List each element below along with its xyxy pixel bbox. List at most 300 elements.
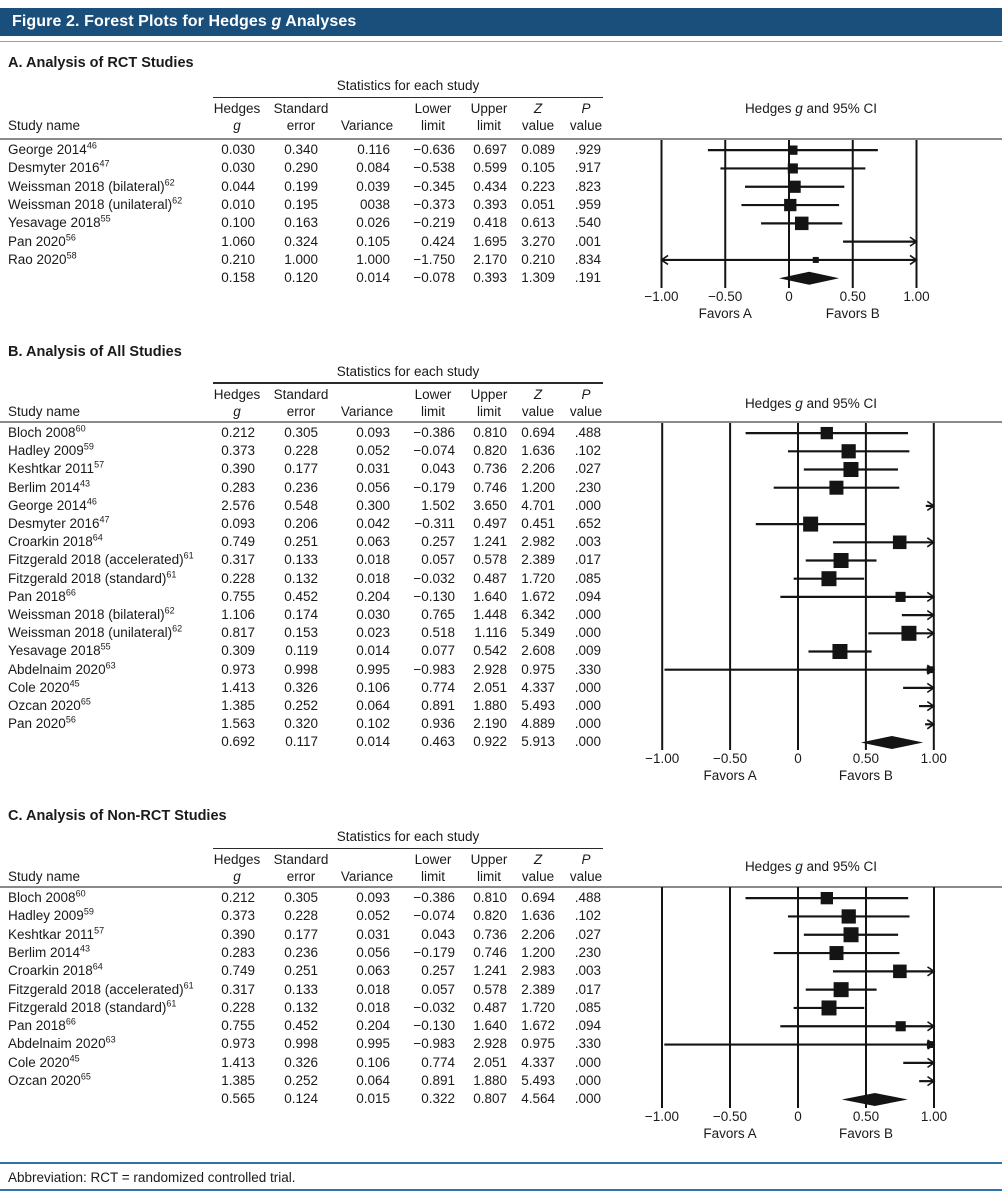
stat-cell: 0.030 — [221, 160, 255, 176]
summary-stat-cell: 0.922 — [473, 734, 507, 750]
study-name: Keshtkar 2011$^{57}$ — [8, 925, 105, 942]
stat-cell: −0.983 — [413, 661, 455, 677]
stat-cell: −0.373 — [413, 196, 455, 212]
panel-c-col-header-line2: value — [521, 869, 555, 884]
panel-b-col-header-line2: value — [521, 404, 555, 419]
stat-cell: 2.051 — [473, 1054, 507, 1070]
stat-cell: 1.880 — [473, 698, 507, 713]
effect-square — [896, 1021, 906, 1031]
panel-b-col-header-line2: g — [233, 404, 241, 419]
stat-cell: 0.116 — [357, 142, 390, 157]
study-name: Croarkin 2018$^{64}$ — [8, 961, 103, 979]
stat-cell: 2.928 — [473, 1036, 507, 1052]
effect-square — [895, 592, 905, 602]
panel-b-col-header-line2: limit — [421, 404, 445, 419]
stat-cell: 1.200 — [521, 479, 555, 495]
summary-stat-cell: 0.015 — [356, 1091, 390, 1107]
stat-cell: 0.063 — [356, 963, 390, 979]
stat-cell: .000 — [574, 1073, 601, 1088]
axis-tick-label: −1.00 — [644, 1109, 680, 1124]
forest-plot-c — [620, 887, 1002, 1159]
panel-b-col-header-line2: error — [286, 404, 316, 419]
panel-a-col-header-line1: Standard — [273, 101, 329, 116]
study-name: Pan 2020$^{56}$ — [8, 714, 76, 732]
summary-diamond — [861, 736, 923, 749]
panel-a-col-header-line1: P — [581, 101, 591, 116]
effect-square — [795, 217, 808, 230]
stat-cell: 0.599 — [473, 160, 507, 176]
panel-a-label: A. Analysis of RCT Studies — [8, 55, 194, 71]
stat-cell: .917 — [574, 160, 601, 176]
panel-b-stats-span-header: Statistics for each study — [336, 364, 480, 379]
stat-cell: 0.018 — [356, 552, 390, 568]
study-name: Fitzgerald 2018 (standard)$^{61}$ — [8, 998, 177, 1015]
stat-cell: 0.317 — [221, 981, 255, 997]
plot-title-italic-part: g — [795, 101, 803, 116]
stat-cell: 0.290 — [284, 160, 318, 176]
stat-cell: 0.578 — [473, 552, 507, 568]
stat-cell: 3.270 — [521, 233, 555, 249]
panel-c-col-header-line1: P — [581, 852, 591, 867]
effect-square — [832, 644, 847, 659]
stat-cell: 0.043 — [421, 926, 455, 942]
panel-c-col-header-line1: Hedges — [213, 852, 261, 867]
stat-cell: 1.880 — [473, 1073, 507, 1088]
stat-cell: 0.548 — [284, 497, 318, 513]
stat-cell: 0.106 — [356, 679, 390, 695]
plot-title-part: and 95% CI — [802, 396, 878, 411]
study-name: Bloch 2008$^{60}$ — [8, 423, 86, 440]
stat-cell: .823 — [574, 178, 601, 194]
stat-cell: −1.750 — [413, 251, 455, 267]
stat-cell: .009 — [574, 643, 601, 659]
effect-square — [829, 946, 843, 960]
stat-cell: 0.031 — [356, 461, 390, 477]
stat-cell: 1.448 — [473, 607, 507, 622]
stat-cell: −0.032 — [413, 999, 455, 1015]
stat-cell: 4.337 — [521, 679, 555, 695]
plot-title-italic-part: g — [795, 396, 803, 411]
stat-cell: 4.701 — [521, 497, 555, 513]
panel-b-study-name-header: Study name — [8, 404, 81, 419]
stat-cell: 0.056 — [356, 944, 390, 960]
stat-cell: 1.563 — [221, 716, 255, 732]
favors-a-label: Favors A — [703, 768, 757, 783]
stat-cell: 0.177 — [284, 926, 318, 942]
axis-tick-label: 0 — [794, 751, 802, 766]
stat-cell: 1.116 — [474, 625, 507, 641]
stat-cell: .330 — [574, 1036, 601, 1052]
figure-title-bar — [0, 8, 1002, 36]
summary-stat-cell: 0.158 — [221, 270, 255, 286]
stat-cell: .003 — [574, 963, 601, 979]
stat-cell: 0038 — [359, 196, 390, 212]
stat-cell: 0.064 — [356, 1073, 390, 1088]
effect-square — [784, 199, 796, 211]
panel-b-col-header-line1: Z — [533, 387, 543, 402]
stat-cell: 1.106 — [221, 607, 255, 622]
stat-cell: .094 — [574, 588, 601, 604]
stat-cell: 0.257 — [421, 534, 455, 550]
study-name: Fitzgerald 2018 (standard)$^{61}$ — [8, 569, 177, 586]
stat-cell: 0.064 — [356, 698, 390, 713]
panel-c-col-header-line2: Variance — [340, 869, 394, 884]
stat-cell: .834 — [574, 251, 601, 267]
stat-cell: 0.774 — [421, 1054, 455, 1070]
stat-cell: 1.000 — [356, 251, 390, 267]
effect-square — [927, 1041, 934, 1048]
panel-a-col-header-line2: value — [521, 118, 555, 133]
panel-b-col-header-line1: Hedges — [213, 387, 261, 402]
stat-cell: 0.031 — [356, 926, 390, 942]
stat-cell: 0.973 — [221, 1036, 255, 1052]
stat-cell: 0.044 — [221, 178, 255, 194]
stat-cell: .652 — [574, 516, 601, 531]
panel-c-study-name-header: Study name — [8, 869, 81, 884]
stat-cell: 0.326 — [284, 679, 318, 695]
stat-cell: 0.236 — [284, 479, 318, 495]
figure-title-part: Figure 2. Forest Plots for Hedges — [12, 13, 272, 30]
stat-cell: 0.810 — [473, 425, 507, 440]
stat-cell: 0.212 — [221, 890, 255, 905]
effect-square — [842, 444, 856, 458]
study-name: George 2014$^{46}$ — [8, 140, 97, 157]
effect-square — [901, 626, 916, 641]
axis-tick-label: −0.50 — [708, 289, 743, 304]
summary-stat-cell: 0.014 — [356, 734, 390, 750]
study-name: Weissman 2018 (unilateral)$^{62}$ — [8, 623, 183, 641]
stat-cell: 1.413 — [221, 679, 255, 695]
study-name: Desmyter 2016$^{47}$ — [8, 514, 110, 531]
stat-cell: 2.206 — [521, 926, 555, 942]
stat-cell: 0.613 — [521, 215, 555, 231]
effect-square — [842, 909, 856, 923]
panel-b-label: B. Analysis of All Studies — [8, 344, 182, 360]
stat-cell: 0.133 — [284, 552, 318, 568]
summary-stat-cell: 0.322 — [421, 1091, 455, 1107]
stat-cell: 0.452 — [284, 588, 318, 604]
stat-cell: 0.390 — [221, 461, 255, 477]
axis-tick-label: 1.00 — [903, 289, 930, 304]
stat-cell: 0.393 — [473, 196, 507, 212]
stat-cell: −0.074 — [413, 443, 455, 459]
stat-cell: 0.497 — [473, 516, 507, 531]
panel-a-col-header-line1: Lower — [414, 101, 452, 116]
axis-tick-label: −0.50 — [712, 1109, 748, 1124]
stat-cell: .929 — [574, 142, 601, 157]
panel-c-col-header-line2: value — [569, 869, 603, 884]
study-name: Cole 2020$^{45}$ — [8, 1053, 80, 1070]
stat-cell: 0.257 — [421, 963, 455, 979]
panel-c-col-header-line2: error — [286, 869, 316, 884]
stat-cell: 0.305 — [284, 890, 318, 905]
effect-square — [821, 571, 836, 586]
stat-cell: 0.063 — [356, 534, 390, 550]
favors-b-label: Favors B — [838, 768, 893, 783]
stat-cell: 0.132 — [284, 570, 318, 586]
stat-cell: 0.051 — [521, 196, 555, 212]
stat-cell: −0.636 — [413, 142, 455, 157]
summary-stat-cell: 0.463 — [421, 734, 455, 750]
axis-tick-label: 0.50 — [839, 289, 866, 304]
footer-rule-bottom — [0, 1189, 1002, 1191]
stat-cell: 2.389 — [521, 981, 555, 997]
stat-cell: 1.672 — [521, 1018, 555, 1034]
stat-cell: 2.206 — [521, 461, 555, 477]
panel-b-col-header-line1: Lower — [414, 387, 452, 402]
stat-cell: 0.373 — [221, 443, 255, 459]
stat-cell: .017 — [574, 981, 601, 997]
stat-cell: 0.749 — [221, 963, 255, 979]
axis-tick-label: 0 — [785, 289, 793, 304]
effect-square — [822, 1000, 837, 1015]
stat-cell: 0.210 — [221, 251, 255, 267]
effect-square — [834, 553, 849, 568]
panel-c-col-header-line1: Lower — [414, 852, 452, 867]
stat-cell: .027 — [574, 461, 601, 477]
panel-c-col-header-line1: Upper — [470, 852, 508, 867]
panel-a-col-header-line2: value — [569, 118, 603, 133]
stat-cell: 0.206 — [284, 516, 318, 531]
effect-square — [813, 257, 819, 263]
stat-cell: .094 — [574, 1018, 601, 1034]
stat-cell: .003 — [574, 534, 601, 550]
stat-cell: 0.749 — [221, 534, 255, 550]
stat-cell: 3.650 — [473, 497, 507, 513]
stat-cell: 0.694 — [521, 425, 555, 440]
forest-plot-a — [620, 140, 1002, 336]
panel-c-stats-span-header: Statistics for each study — [336, 829, 480, 844]
panel-b-col-header-line1: P — [581, 387, 591, 402]
effect-square — [834, 982, 849, 997]
stat-cell: 0.300 — [356, 497, 390, 513]
stat-cell: 0.998 — [284, 1036, 318, 1052]
stat-cell: 0.030 — [356, 607, 390, 622]
stat-cell: .027 — [574, 926, 601, 942]
panel-a-col-header-line1: Hedges — [213, 101, 261, 116]
summary-stat-cell: 1.309 — [521, 270, 555, 286]
stat-cell: 0.163 — [284, 215, 318, 231]
stat-cell: 0.093 — [356, 890, 390, 905]
study-name: Weissman 2018 (bilateral)$^{62}$ — [8, 605, 175, 622]
effect-square — [789, 181, 801, 193]
stat-cell: 0.774 — [421, 679, 455, 695]
panel-a-col-header-line2: error — [286, 118, 316, 133]
stat-cell: 0.697 — [473, 142, 507, 157]
study-name: George 2014$^{46}$ — [8, 496, 97, 513]
figure-title-part: Analyses — [281, 13, 357, 30]
summary-diamond — [842, 1093, 908, 1106]
axis-tick-label: 0 — [794, 1109, 802, 1124]
plot-title-italic-part: g — [795, 859, 803, 874]
stat-cell: 0.119 — [285, 643, 318, 659]
stat-cell: 0.251 — [284, 963, 318, 979]
study-name: Ozcan 2020$^{65}$ — [8, 696, 91, 713]
summary-stat-cell: 0.120 — [284, 270, 318, 286]
stat-cell: 1.385 — [221, 1073, 255, 1088]
stat-cell: 0.177 — [284, 461, 318, 477]
effect-square — [821, 427, 833, 439]
stat-cell: 0.317 — [221, 552, 255, 568]
stat-cell: 0.210 — [521, 251, 555, 267]
forest-plot-b — [620, 423, 1002, 799]
stat-cell: 0.452 — [284, 1018, 318, 1034]
stat-cell: 0.755 — [221, 1018, 255, 1034]
stat-cell: 2.576 — [221, 497, 255, 513]
stat-cell: 0.305 — [284, 425, 318, 440]
study-name: Hadley 2009$^{59}$ — [8, 906, 94, 924]
stat-cell: 1.000 — [284, 251, 318, 267]
stat-cell: .000 — [574, 698, 601, 713]
stat-cell: −0.983 — [413, 1036, 455, 1052]
plot-title-part: Hedges — [744, 859, 796, 874]
panel-a-col-header-line2: g — [233, 118, 241, 133]
stat-cell: 0.204 — [356, 1018, 390, 1034]
figure-title — [12, 13, 356, 30]
stat-cell: .230 — [574, 944, 601, 960]
summary-stat-cell: 0.393 — [473, 270, 507, 286]
stat-cell: 0.223 — [521, 178, 555, 194]
stat-cell: 0.820 — [473, 443, 507, 459]
stat-cell: 0.057 — [421, 552, 455, 568]
stat-cell: .540 — [574, 215, 601, 231]
stat-cell: 0.057 — [421, 981, 455, 997]
stat-cell: 0.106 — [356, 1054, 390, 1070]
summary-stat-cell: .000 — [574, 734, 601, 750]
stat-cell: 0.026 — [356, 215, 390, 231]
stat-cell: 0.023 — [356, 625, 390, 641]
stat-cell: 0.204 — [356, 588, 390, 604]
stat-cell: 0.975 — [521, 661, 555, 677]
stat-cell: 0.089 — [521, 142, 555, 157]
effect-square — [788, 145, 797, 154]
stat-cell: −0.032 — [413, 570, 455, 586]
stat-cell: −0.386 — [413, 425, 455, 440]
stat-cell: −0.179 — [413, 479, 455, 495]
stat-cell: 0.390 — [221, 926, 255, 942]
stat-cell: 0.153 — [284, 625, 318, 641]
favors-b-label: Favors B — [838, 1126, 894, 1141]
stat-cell: 0.132 — [284, 999, 318, 1015]
stat-cell: .000 — [574, 607, 601, 622]
stat-cell: 0.093 — [221, 516, 255, 531]
stat-cell: 0.251 — [284, 534, 318, 550]
stat-cell: 2.051 — [473, 679, 507, 695]
stat-cell: 0.010 — [221, 196, 255, 212]
stat-cell: −0.311 — [414, 516, 455, 531]
stat-cell: .085 — [574, 999, 601, 1015]
stat-cell: 0.212 — [221, 425, 255, 440]
stat-cell: 0.018 — [356, 570, 390, 586]
stat-cell: 0.283 — [221, 944, 255, 960]
stat-cell: 0.018 — [356, 981, 390, 997]
stat-cell: −0.130 — [413, 1018, 455, 1034]
axis-tick-label: −1.00 — [645, 751, 680, 766]
stat-cell: 0.077 — [421, 643, 455, 659]
stat-cell: 0.326 — [284, 1054, 318, 1070]
stat-cell: −0.130 — [413, 588, 455, 604]
study-name: Desmyter 2016$^{47}$ — [8, 158, 110, 176]
stat-cell: .230 — [574, 479, 601, 495]
stat-cell: 0.018 — [356, 999, 390, 1015]
study-name: Ozcan 2020$^{65}$ — [8, 1071, 91, 1088]
title-divider-rule — [0, 41, 1002, 42]
figure-title-italic-part: g — [271, 13, 282, 30]
stat-cell: 0.042 — [356, 516, 390, 531]
summary-stat-cell: 0.807 — [473, 1091, 507, 1107]
stat-cell: 0.817 — [221, 625, 255, 641]
stat-cell: 0.746 — [473, 479, 507, 495]
panel-b-plot-title — [620, 396, 1002, 411]
stat-cell: 0.973 — [221, 661, 255, 677]
stat-cell: 0.998 — [284, 661, 318, 677]
study-name: Berlim 2014$^{43}$ — [8, 478, 91, 495]
stat-cell: 0.340 — [284, 142, 318, 157]
plot-title-part: and 95% CI — [802, 859, 878, 874]
stat-cell: 0.252 — [284, 698, 318, 713]
stat-cell: .102 — [574, 443, 601, 459]
summary-stat-cell: −0.078 — [413, 270, 455, 286]
stat-cell: 0.424 — [421, 233, 455, 249]
panel-a-stats-span-header: Statistics for each study — [336, 78, 480, 93]
stat-cell: .085 — [574, 570, 601, 586]
summary-stat-cell: .000 — [574, 1091, 601, 1107]
effect-square — [821, 892, 833, 904]
stat-cell: 0.578 — [473, 981, 507, 997]
axis-tick-label: 0.50 — [852, 751, 880, 766]
study-name: Berlim 2014$^{43}$ — [8, 943, 91, 960]
stat-cell: 2.983 — [521, 963, 555, 979]
stat-cell: 0.936 — [421, 716, 455, 732]
stat-cell: 0.228 — [221, 570, 255, 586]
stat-cell: 1.720 — [521, 999, 555, 1015]
stat-cell: .102 — [574, 908, 601, 924]
effect-square — [927, 666, 934, 673]
stat-cell: 2.608 — [521, 643, 555, 659]
summary-stat-cell: 4.564 — [521, 1091, 555, 1107]
stat-cell: 2.170 — [473, 251, 507, 267]
summary-stat-cell: 0.014 — [356, 270, 390, 286]
stat-cell: 0.228 — [284, 443, 318, 459]
stat-cell: 2.928 — [473, 661, 507, 677]
effect-square — [788, 163, 798, 173]
stat-cell: 0.056 — [356, 479, 390, 495]
study-name: Pan 2020$^{56}$ — [8, 232, 76, 249]
summary-stat-cell: .191 — [574, 270, 601, 286]
stat-cell: 0.236 — [284, 944, 318, 960]
study-name: Croarkin 2018$^{64}$ — [8, 532, 103, 550]
stat-cell: 0.995 — [356, 661, 390, 677]
study-name: Pan 2018$^{66}$ — [8, 1016, 76, 1034]
stat-cell: 0.014 — [356, 643, 390, 659]
stat-cell: 1.636 — [521, 443, 555, 459]
stat-cell: .000 — [574, 497, 601, 513]
axis-tick-label: −0.50 — [713, 751, 748, 766]
panel-c-plot-title — [620, 859, 1002, 874]
stat-cell: .330 — [574, 661, 601, 677]
panel-a-col-header-line2: limit — [421, 118, 445, 133]
stat-cell: −0.345 — [413, 178, 455, 194]
panel-b-col-header-line2: Variance — [340, 404, 394, 419]
study-name: Weissman 2018 (bilateral)$^{62}$ — [8, 177, 175, 194]
favors-b-label: Favors B — [825, 306, 880, 321]
stat-cell: 1.672 — [521, 588, 555, 604]
summary-stat-cell: 5.913 — [521, 734, 555, 750]
stat-cell: 5.349 — [521, 625, 555, 641]
effect-square — [893, 536, 907, 550]
stat-cell: 0.320 — [284, 716, 318, 732]
favors-a-label: Favors A — [698, 306, 752, 321]
